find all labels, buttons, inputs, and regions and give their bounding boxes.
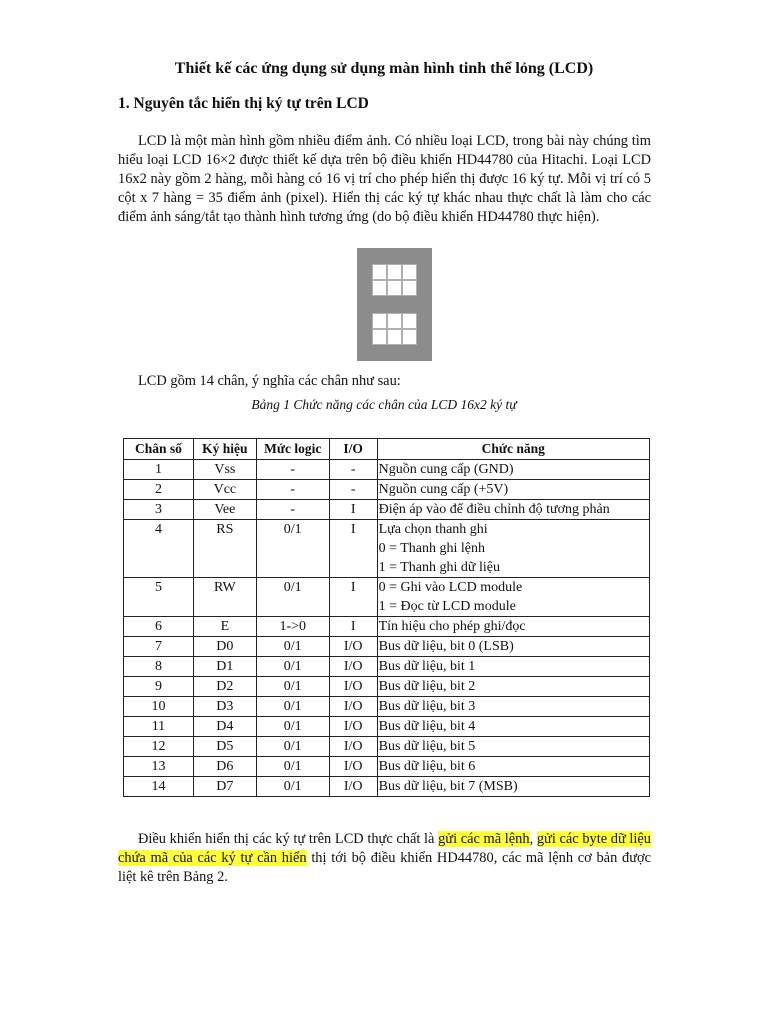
function-line: Nguồn cung cấp (GND) — [378, 462, 514, 477]
highlight-data-bytes: gửi các byte dữ liệu chứa mã của các ký tự cần hiển — [118, 831, 651, 866]
cell-pin: 12 — [124, 737, 194, 757]
cell-pin: 7 — [124, 637, 194, 657]
cell-symbol: D4 — [193, 717, 256, 737]
pixel-on — [417, 329, 432, 345]
cell-io: I — [329, 578, 377, 617]
pixel-off — [387, 264, 402, 280]
cell-symbol: D0 — [193, 637, 256, 657]
table-header-row — [124, 439, 650, 460]
pixel-on — [417, 280, 432, 296]
pin-table — [123, 438, 650, 797]
cell-pin: 13 — [124, 757, 194, 777]
document-title: Thiết kế các ứng dụng sử dụng màn hình tinh thể lỏng (LCD) — [174, 60, 594, 77]
cell-logic: 0/1 — [256, 657, 329, 677]
table-row — [124, 697, 650, 717]
cell-io: I/O — [329, 657, 377, 677]
cell-pin: 9 — [124, 677, 194, 697]
cell-io: I — [329, 617, 377, 637]
cell-pin: 5 — [124, 578, 194, 617]
function-line: Điện áp vào để điều chỉnh độ tương phản — [378, 502, 610, 517]
pixel-on — [417, 248, 432, 264]
cell-io: I — [329, 520, 377, 578]
pixel-on — [357, 296, 372, 312]
cell-logic: 0/1 — [256, 520, 329, 578]
pixel-off — [372, 264, 387, 280]
cell-pin: 3 — [124, 500, 194, 520]
cell-symbol: D5 — [193, 737, 256, 757]
function-line: Tín hiệu cho phép ghi/đọc — [378, 619, 526, 634]
header-symbol: Ký hiệu — [193, 439, 256, 460]
cell-pin: 8 — [124, 657, 194, 677]
cell-function — [377, 460, 649, 480]
cell-function — [377, 578, 649, 617]
pixel-on — [387, 248, 402, 264]
header-function: Chức năng — [377, 439, 649, 460]
pixel-on — [387, 345, 402, 361]
cell-io: I/O — [329, 777, 377, 797]
function-line: Bus dữ liệu, bit 6 — [378, 759, 476, 774]
cell-logic: 0/1 — [256, 637, 329, 657]
cell-function — [377, 657, 649, 677]
cell-symbol: D7 — [193, 777, 256, 797]
cell-logic: - — [256, 480, 329, 500]
table-row — [124, 777, 650, 797]
table-row — [124, 717, 650, 737]
pixel-off — [372, 313, 387, 329]
header-io: I/O — [329, 439, 377, 460]
cell-symbol: D2 — [193, 677, 256, 697]
cell-symbol: D3 — [193, 697, 256, 717]
pixel-on — [372, 345, 387, 361]
cell-pin: 2 — [124, 480, 194, 500]
pixel-on — [417, 313, 432, 329]
cell-io: I/O — [329, 677, 377, 697]
cell-io: - — [329, 460, 377, 480]
pixel-on — [372, 248, 387, 264]
cell-logic: 0/1 — [256, 737, 329, 757]
function-line: 1 = Thanh ghi dữ liệu — [378, 560, 500, 575]
section-heading: 1. Nguyên tắc hiển thị ký tự trên LCD — [118, 95, 369, 112]
cell-logic: 0/1 — [256, 757, 329, 777]
cell-logic: 1->0 — [256, 617, 329, 637]
closing-separator: , — [529, 831, 537, 847]
pixel-off — [402, 313, 417, 329]
cell-io: I — [329, 500, 377, 520]
cell-pin: 11 — [124, 717, 194, 737]
cell-symbol: Vee — [193, 500, 256, 520]
pixel-on — [417, 296, 432, 312]
function-line: Bus dữ liệu, bit 7 (MSB) — [378, 779, 518, 794]
cell-pin: 14 — [124, 777, 194, 797]
pixel-off — [372, 329, 387, 345]
cell-logic: - — [256, 460, 329, 480]
function-line: Bus dữ liệu, bit 1 — [378, 659, 476, 674]
pixel-off — [387, 280, 402, 296]
pixel-on — [357, 345, 372, 361]
closing-paragraph — [118, 830, 651, 887]
pixel-on — [357, 280, 372, 296]
cell-function — [377, 757, 649, 777]
function-line: Bus dữ liệu, bit 2 — [378, 679, 476, 694]
cell-symbol: D1 — [193, 657, 256, 677]
cell-pin: 10 — [124, 697, 194, 717]
closing-text-1: Điều khiển hiển thị các ký tự trên LCD thực chất là — [138, 831, 439, 847]
cell-pin: 4 — [124, 520, 194, 578]
function-line: Bus dữ liệu, bit 4 — [378, 719, 476, 734]
cell-io: I/O — [329, 697, 377, 717]
table-row — [124, 578, 650, 617]
cell-logic: - — [256, 500, 329, 520]
cell-io: I/O — [329, 737, 377, 757]
cell-logic: 0/1 — [256, 578, 329, 617]
cell-pin: 6 — [124, 617, 194, 637]
pixel-off — [402, 280, 417, 296]
pixel-on — [417, 345, 432, 361]
pixel-on — [402, 248, 417, 264]
table-row — [124, 460, 650, 480]
function-line: Bus dữ liệu, bit 3 — [378, 699, 476, 714]
header-logic: Mức logic — [256, 439, 329, 460]
pixel-on — [402, 296, 417, 312]
cell-pin: 1 — [124, 460, 194, 480]
cell-symbol: D6 — [193, 757, 256, 777]
table-caption: Bảng 1 Chức năng các chân của LCD 16x2 ký tự — [251, 397, 517, 412]
cell-symbol: RS — [193, 520, 256, 578]
cell-function — [377, 500, 649, 520]
cell-function — [377, 737, 649, 757]
pixel-on — [417, 264, 432, 280]
pixel-off — [387, 329, 402, 345]
cell-symbol: Vcc — [193, 480, 256, 500]
function-line: 1 = Đọc từ LCD module — [378, 599, 516, 614]
table-row — [124, 480, 650, 500]
cell-io: I/O — [329, 757, 377, 777]
pixel-on — [387, 296, 402, 312]
cell-function — [377, 637, 649, 657]
table-row — [124, 500, 650, 520]
table-row — [124, 520, 650, 578]
cell-function — [377, 480, 649, 500]
pixel-on — [357, 329, 372, 345]
table-row — [124, 737, 650, 757]
table-row — [124, 677, 650, 697]
pixel-off — [402, 264, 417, 280]
cell-symbol: Vss — [193, 460, 256, 480]
function-line: Lựa chọn thanh ghi — [378, 522, 488, 537]
pixel-off — [402, 329, 417, 345]
cell-function — [377, 697, 649, 717]
highlight-command-codes: gửi các mã lệnh — [438, 831, 530, 847]
function-line: Nguồn cung cấp (+5V) — [378, 482, 509, 497]
cell-io: - — [329, 480, 377, 500]
cell-symbol: RW — [193, 578, 256, 617]
function-line: Bus dữ liệu, bit 5 — [378, 739, 476, 754]
table-row — [124, 617, 650, 637]
cell-logic: 0/1 — [256, 697, 329, 717]
cell-function — [377, 617, 649, 637]
cell-io: I/O — [329, 637, 377, 657]
function-line: 0 = Thanh ghi lệnh — [378, 541, 486, 556]
cell-io: I/O — [329, 717, 377, 737]
function-line: Bus dữ liệu, bit 0 (LSB) — [378, 639, 514, 654]
pins-intro: LCD gồm 14 chân, ý nghĩa các chân như sau: — [138, 373, 401, 389]
intro-paragraph: LCD là một màn hình gồm nhiều điểm ảnh. Có nhiều loại LCD, trong bài này chúng tìm hiểu loại LCD 16×2 được thiết kế dựa trên bộ điều khiển HD44780 của Hitachi. Loại LCD 16x2 này gồm 2 hàng, mỗi hàng có 16 vị trí cho phép hiển thị được 16 ký tự. Mỗi vị trí có 5 cột x 7 hàng = 35 điểm ảnh (pixel). Hiển thị các ký tự khác nhau thực chất là làm cho các điểm ảnh sáng/tắt tạo thành hình tương ứng (do bộ điều khiển HD44780 thực hiện). — [118, 133, 651, 225]
pixel-on — [357, 264, 372, 280]
cell-logic: 0/1 — [256, 677, 329, 697]
cell-logic: 0/1 — [256, 777, 329, 797]
cell-symbol: E — [193, 617, 256, 637]
lcd-pixel-matrix — [357, 248, 432, 361]
table-row — [124, 657, 650, 677]
cell-logic: 0/1 — [256, 717, 329, 737]
pixel-off — [387, 313, 402, 329]
closing-text-2: thị tới bộ điều khiển HD44780, các mã lệnh cơ bản được liệt kê trên Bảng 2. — [118, 850, 651, 885]
cell-function — [377, 677, 649, 697]
pixel-on — [402, 345, 417, 361]
table-row — [124, 757, 650, 777]
cell-function — [377, 520, 649, 578]
header-pin: Chân số — [124, 439, 194, 460]
table-row — [124, 637, 650, 657]
cell-function — [377, 717, 649, 737]
cell-function — [377, 777, 649, 797]
pixel-on — [357, 248, 372, 264]
function-line: 0 = Ghi vào LCD module — [378, 580, 523, 595]
pixel-on — [372, 296, 387, 312]
pixel-on — [357, 313, 372, 329]
pixel-off — [372, 280, 387, 296]
